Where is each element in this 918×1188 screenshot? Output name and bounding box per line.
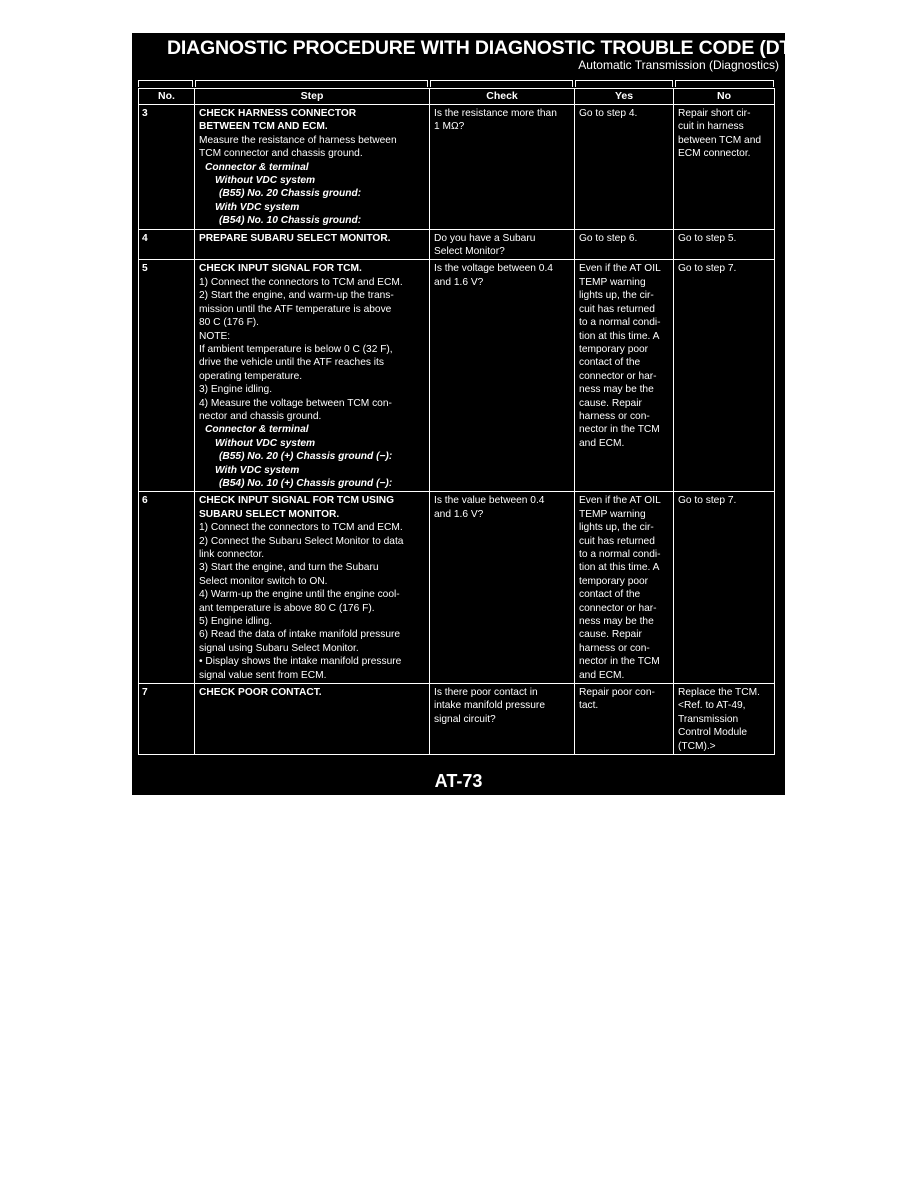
step-title: BETWEEN TCM AND ECM.	[199, 121, 328, 133]
connector-line: Without VDC system	[215, 175, 316, 187]
yes-text: cuit has returned	[579, 303, 655, 315]
manual-page	[132, 33, 812, 795]
yes-text: tion at this time. A	[579, 330, 660, 342]
step-text: NOTE:	[199, 330, 231, 342]
check-text: Is the voltage between 0.4	[434, 263, 553, 275]
step-text: Measure the resistance of harness between	[199, 134, 397, 146]
step-cell	[195, 684, 430, 755]
step-text: TCM connector and chassis ground.	[199, 148, 363, 160]
yes-text: TEMP warning	[579, 276, 646, 288]
check-cell	[430, 229, 575, 260]
connector-line: Connector & terminal	[205, 161, 309, 173]
header-no-action: No	[674, 89, 775, 105]
yes-text: harness or con-	[579, 642, 650, 654]
header-rule	[138, 75, 774, 89]
yes-text: ness may be the	[579, 384, 654, 396]
check-cell	[430, 492, 575, 684]
step-cell	[195, 105, 430, 230]
step-text: signal using Subaru Select Monitor.	[199, 642, 359, 654]
yes-text: and ECM.	[579, 437, 625, 449]
no-cell	[674, 105, 775, 230]
step-text: 80 C (176 F).	[199, 317, 260, 329]
no-text: Go to step 5.	[678, 232, 737, 244]
yes-cell	[575, 684, 674, 755]
yes-text: connector or har-	[579, 602, 657, 614]
yes-text: tact.	[579, 700, 599, 712]
step-text: link connector.	[199, 549, 265, 560]
step-title: CHECK INPUT SIGNAL FOR TCM.	[199, 263, 362, 275]
no-text: ECM connector.	[678, 148, 751, 160]
connector-line: With VDC system	[215, 464, 300, 476]
page-title: DIAGNOSTIC PROCEDURE WITH DIAGNOSTIC TROUBLE CODE (DTC)	[167, 37, 812, 59]
no-cell	[674, 229, 775, 260]
check-text: and 1.6 V?	[434, 276, 484, 288]
table-row	[139, 260, 775, 492]
step-cell	[195, 492, 430, 684]
check-text: Is there poor contact in	[434, 687, 538, 699]
yes-cell	[575, 105, 674, 230]
yes-text: contact of the	[579, 589, 641, 601]
table-row	[139, 105, 775, 230]
yes-text: lights up, the cir-	[579, 522, 654, 534]
step-text: 1) Connect the connectors to TCM and ECM.	[199, 276, 403, 288]
header-step: Step	[195, 89, 430, 105]
step-text: 5) Engine idling.	[199, 616, 273, 628]
step-text: • Display shows the intake manifold pressure	[199, 656, 402, 668]
header-check: Check	[430, 89, 575, 105]
step-text: Select monitor switch to ON.	[199, 575, 328, 587]
no-text: Transmission	[678, 713, 739, 725]
step-text: 2) Start the engine, and warm-up the trans-	[199, 290, 394, 302]
connector-line: (B55) No. 20 Chassis ground:	[219, 188, 362, 200]
table-row	[139, 492, 775, 684]
step-text: If ambient temperature is below 0 C (32 F),	[199, 343, 393, 355]
no-text: Go to step 7.	[678, 495, 737, 507]
no-text: Repair short cir-	[678, 108, 751, 119]
no-text: between TCM and	[678, 134, 762, 146]
check-text: 1 MΩ?	[434, 121, 465, 133]
yes-text: harness or con-	[579, 410, 650, 422]
no-text: Replace the TCM.	[678, 687, 760, 699]
step-text: ant temperature is above 80 C (176 F).	[199, 602, 375, 614]
no-text: (TCM).>	[678, 740, 716, 752]
check-text: signal circuit?	[434, 713, 496, 725]
table-row	[139, 684, 775, 755]
no-text: cuit in harness	[678, 121, 744, 133]
table-body	[139, 105, 775, 755]
yes-cell	[575, 492, 674, 684]
check-cell	[430, 260, 575, 492]
connector-line: (B55) No. 20 (+) Chassis ground (−):	[219, 451, 393, 463]
step-text: operating temperature.	[199, 370, 303, 382]
step-title: CHECK INPUT SIGNAL FOR TCM USING	[199, 495, 395, 507]
yes-cell	[575, 229, 674, 260]
yes-text: nector in the TCM	[579, 656, 660, 668]
step-text: 1) Connect the connectors to TCM and ECM.	[199, 522, 403, 534]
no-text: Control Module	[678, 727, 748, 739]
step-number: 6	[139, 492, 195, 684]
header-no: No.	[139, 89, 195, 105]
step-text: 6) Read the data of intake manifold pressure	[199, 629, 401, 641]
step-title: PREPARE SUBARU SELECT MONITOR.	[199, 232, 391, 244]
yes-text: TEMP warning	[579, 508, 646, 520]
yes-cell	[575, 260, 674, 492]
step-text: 3) Engine idling.	[199, 384, 273, 396]
step-text: nector and chassis ground.	[199, 410, 322, 422]
connector-line: (B54) No. 10 (+) Chassis ground (−):	[219, 477, 393, 489]
step-text: 4) Measure the voltage between TCM con-	[199, 397, 392, 409]
yes-text: to a normal condi-	[579, 549, 661, 560]
step-text: signal value sent from ECM.	[199, 669, 327, 681]
step-text: drive the vehicle until the ATF reaches its	[199, 357, 384, 369]
yes-text: cuit has returned	[579, 535, 655, 547]
page-number: AT-73	[434, 771, 483, 791]
yes-text: contact of the	[579, 357, 641, 369]
yes-text: Repair poor con-	[579, 687, 655, 699]
check-text: Select Monitor?	[434, 246, 505, 258]
step-cell	[195, 260, 430, 492]
yes-text: temporary poor	[579, 575, 649, 587]
yes-text: to a normal condi-	[579, 317, 661, 329]
no-cell	[674, 492, 775, 684]
step-title: CHECK POOR CONTACT.	[199, 687, 322, 699]
table-row	[139, 229, 775, 260]
no-text: <Ref. to AT-49,	[678, 700, 746, 712]
yes-text: tion at this time. A	[579, 562, 660, 574]
table-header-row	[139, 89, 775, 105]
step-cell	[195, 229, 430, 260]
connector-line: With VDC system	[215, 201, 300, 213]
step-text: 2) Connect the Subaru Select Monitor to data	[199, 535, 404, 547]
diagnostic-table-wrapper	[138, 75, 774, 752]
yes-text: temporary poor	[579, 343, 649, 355]
no-cell	[674, 684, 775, 755]
step-number: 3	[139, 105, 195, 230]
connector-line: Connector & terminal	[205, 424, 309, 436]
check-cell	[430, 105, 575, 230]
step-text: 3) Start the engine, and turn the Subaru	[199, 562, 379, 574]
yes-text: cause. Repair	[579, 629, 642, 641]
check-text: intake manifold pressure	[434, 700, 545, 712]
yes-text: connector or har-	[579, 370, 657, 382]
yes-text: Go to step 4.	[579, 108, 638, 119]
step-number: 5	[139, 260, 195, 492]
check-text: and 1.6 V?	[434, 508, 484, 520]
check-text: Is the value between 0.4	[434, 495, 545, 507]
yes-text: nector in the TCM	[579, 424, 660, 436]
header-yes: Yes	[575, 89, 674, 105]
diagnostic-table	[138, 88, 775, 755]
yes-text: Go to step 6.	[579, 232, 638, 244]
no-text: Go to step 7.	[678, 263, 737, 275]
step-text: mission until the ATF temperature is above	[199, 303, 392, 315]
connector-line: Without VDC system	[215, 437, 316, 449]
yes-text: Even if the AT OIL	[579, 263, 661, 275]
check-text: Is the resistance more than	[434, 108, 557, 119]
step-title: CHECK HARNESS CONNECTOR	[199, 108, 357, 119]
no-cell	[674, 260, 775, 492]
yes-text: and ECM.	[579, 669, 625, 681]
step-number: 7	[139, 684, 195, 755]
step-number: 4	[139, 229, 195, 260]
step-text: 4) Warm-up the engine until the engine cool-	[199, 589, 400, 601]
yes-text: ness may be the	[579, 616, 654, 628]
yes-text: lights up, the cir-	[579, 290, 654, 302]
step-title: SUBARU SELECT MONITOR.	[199, 508, 340, 520]
yes-text: Even if the AT OIL	[579, 495, 661, 507]
connector-line: (B54) No. 10 Chassis ground:	[219, 215, 362, 227]
check-cell	[430, 684, 575, 755]
yes-text: cause. Repair	[579, 397, 642, 409]
check-text: Do you have a Subaru	[434, 232, 536, 244]
page-subtitle: Automatic Transmission (Diagnostics)	[578, 58, 779, 72]
